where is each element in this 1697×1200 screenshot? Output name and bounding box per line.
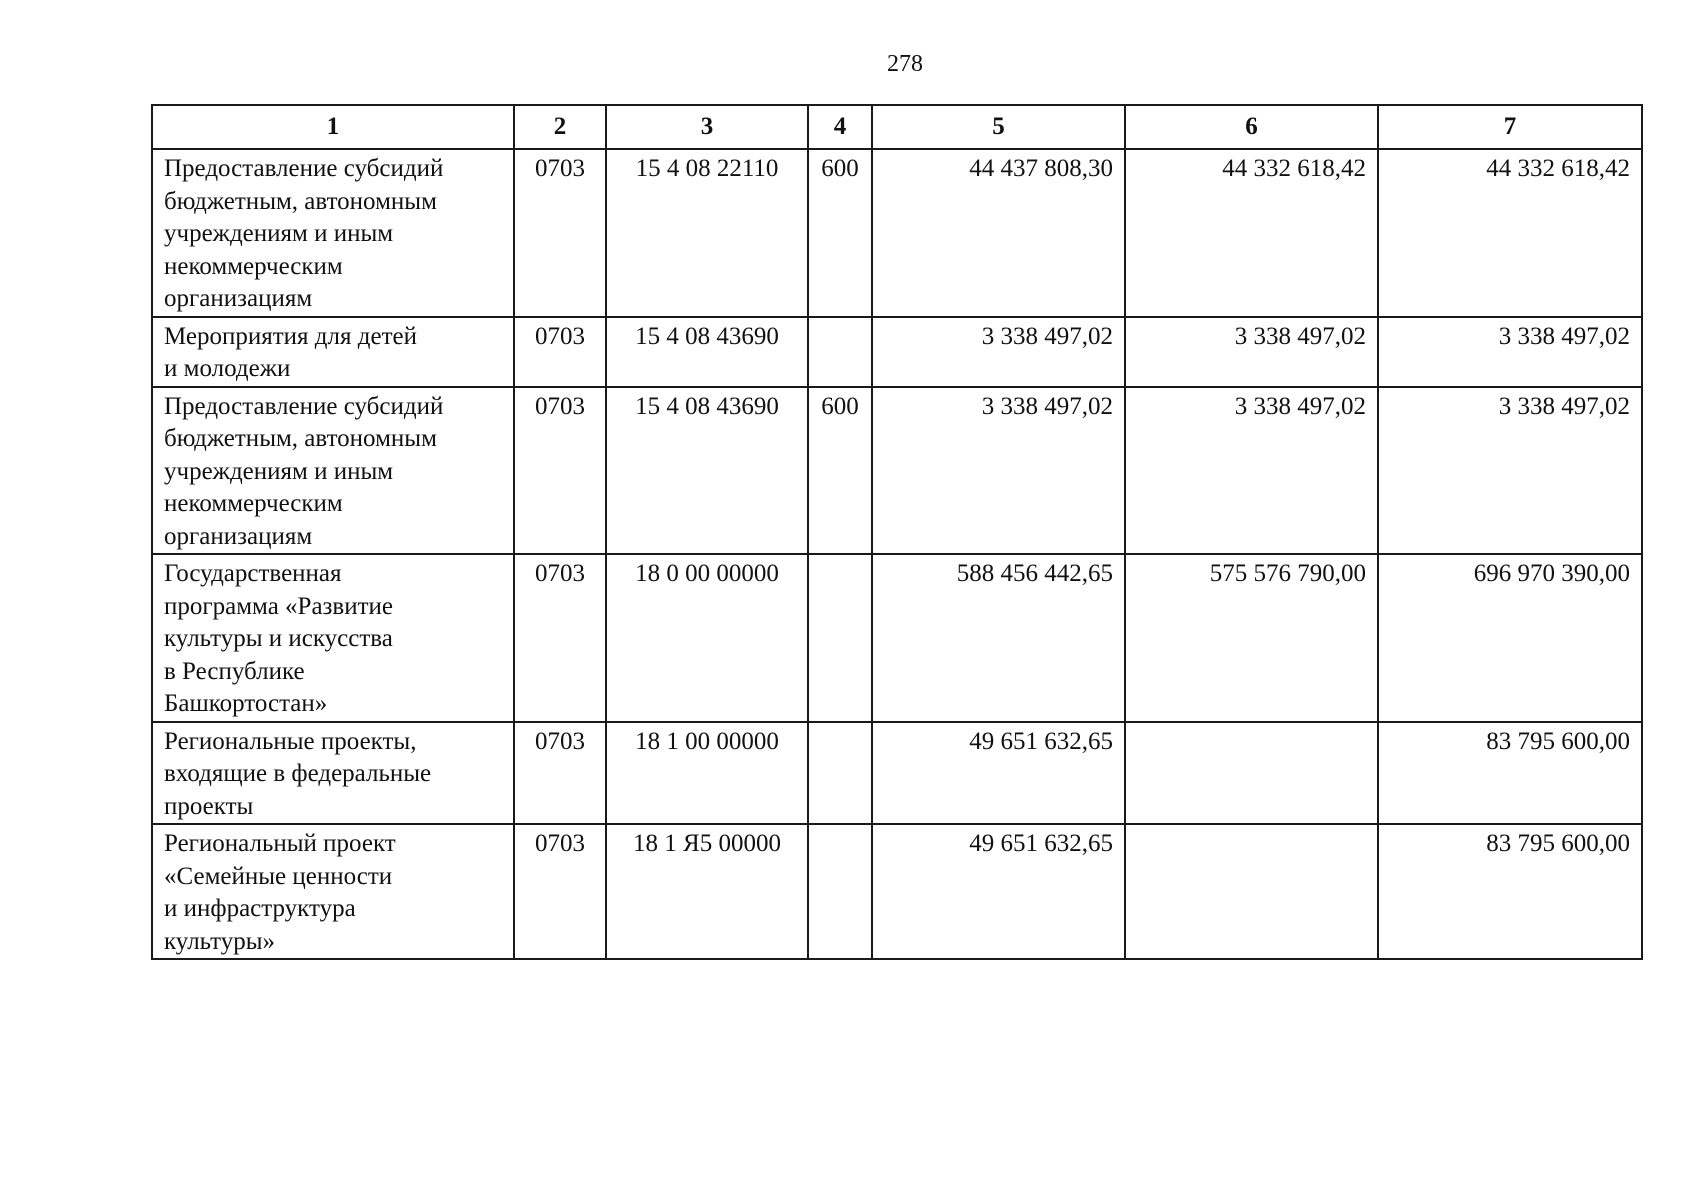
column-header-2: 2 (514, 105, 606, 149)
row-value-6: 44 332 618,42 (1125, 149, 1378, 317)
row-value-7: 3 338 497,02 (1378, 387, 1642, 555)
row-section: 0703 (514, 554, 606, 722)
row-type (808, 317, 872, 387)
row-section: 0703 (514, 387, 606, 555)
row-name: Региональные проекты, входящие в федеральные проекты (152, 722, 514, 825)
row-value-6: 3 338 497,02 (1125, 317, 1378, 387)
table-row (152, 554, 1642, 722)
row-target: 18 1 00 00000 (606, 722, 808, 825)
row-value-5: 588 456 442,65 (872, 554, 1125, 722)
row-name: Региональный проект «Семейные ценности и инфраструктура культуры» (152, 824, 514, 959)
row-value-5: 49 651 632,65 (872, 722, 1125, 825)
row-value-7: 696 970 390,00 (1378, 554, 1642, 722)
column-header-1: 1 (152, 105, 514, 149)
row-section: 0703 (514, 824, 606, 959)
row-section: 0703 (514, 317, 606, 387)
page-number: 278 (887, 51, 923, 77)
table-row (152, 722, 1642, 825)
row-name: Предоставление субсидий бюджетным, автономным учреждениям и иным некоммерческим организациям (152, 387, 514, 555)
row-type (808, 554, 872, 722)
column-header-4: 4 (808, 105, 872, 149)
row-value-6: 575 576 790,00 (1125, 554, 1378, 722)
row-type: 600 (808, 387, 872, 555)
column-header-3: 3 (606, 105, 808, 149)
row-target: 15 4 08 43690 (606, 317, 808, 387)
table-row (152, 149, 1642, 317)
row-name: Мероприятия для детей и молодежи (152, 317, 514, 387)
row-section: 0703 (514, 722, 606, 825)
row-value-7: 44 332 618,42 (1378, 149, 1642, 317)
row-type (808, 722, 872, 825)
row-value-5: 3 338 497,02 (872, 317, 1125, 387)
row-value-5: 3 338 497,02 (872, 387, 1125, 555)
header-row (152, 105, 1642, 149)
row-name: Предоставление субсидий бюджетным, автономным учреждениям и иным некоммерческим организациям (152, 149, 514, 317)
row-value-7: 83 795 600,00 (1378, 824, 1642, 959)
row-value-7: 3 338 497,02 (1378, 317, 1642, 387)
row-value-7: 83 795 600,00 (1378, 722, 1642, 825)
row-value-6 (1125, 722, 1378, 825)
row-value-5: 44 437 808,30 (872, 149, 1125, 317)
row-target: 18 1 Я5 00000 (606, 824, 808, 959)
row-type (808, 824, 872, 959)
table-row (152, 387, 1642, 555)
row-target: 15 4 08 43690 (606, 387, 808, 555)
row-value-6 (1125, 824, 1378, 959)
budget-table (151, 104, 1643, 960)
table-row (152, 317, 1642, 387)
row-target: 18 0 00 00000 (606, 554, 808, 722)
row-section: 0703 (514, 149, 606, 317)
row-target: 15 4 08 22110 (606, 149, 808, 317)
column-header-7: 7 (1378, 105, 1642, 149)
table-row (152, 824, 1642, 959)
row-value-5: 49 651 632,65 (872, 824, 1125, 959)
column-header-5: 5 (872, 105, 1125, 149)
column-header-6: 6 (1125, 105, 1378, 149)
row-value-6: 3 338 497,02 (1125, 387, 1378, 555)
row-name: Государственная программа «Развитие культуры и искусства в Республике Башкортостан» (152, 554, 514, 722)
row-type: 600 (808, 149, 872, 317)
